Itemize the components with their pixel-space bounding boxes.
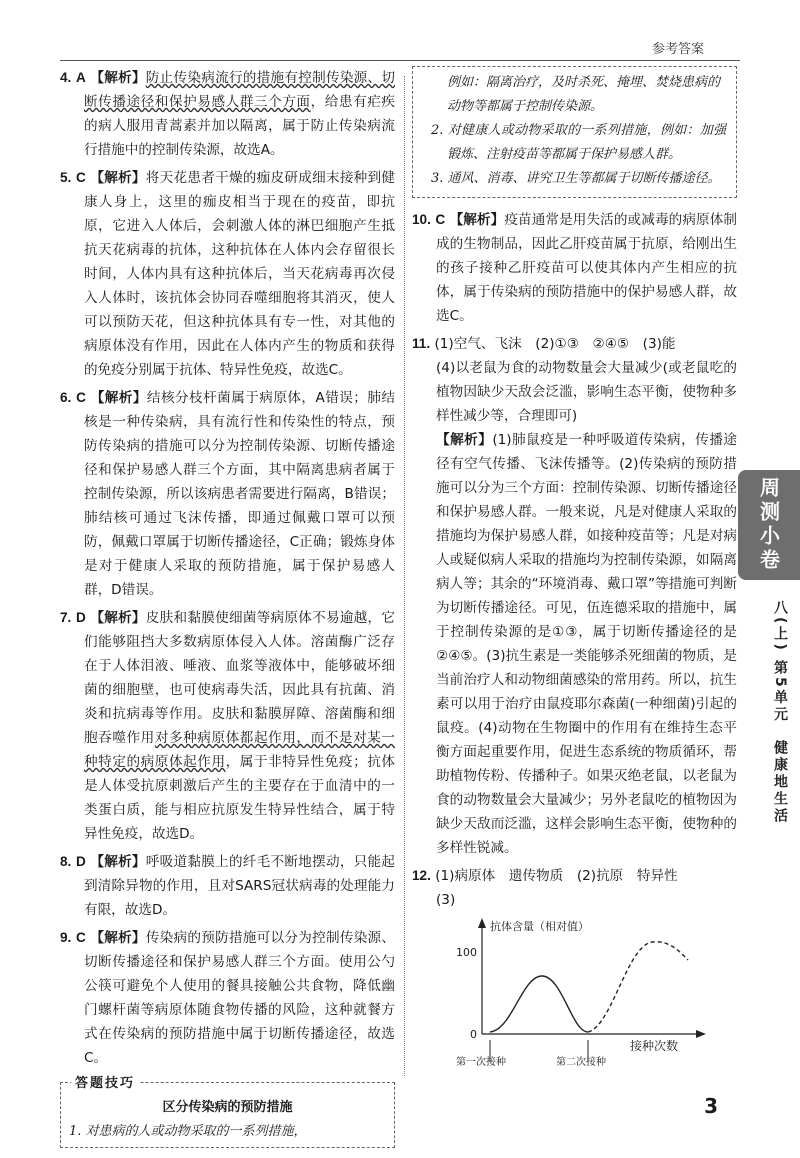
tip-line-2: 2. 对健康人或动物采取的一系列措施，例如：加强锻炼、注射疫苗等都属于保护易感人群。: [431, 123, 726, 162]
tip-line-1: 1. 对患病的人或动物采取的一系列措施，: [69, 1124, 307, 1139]
question-5: 5. C 【解析】将天花患者干燥的痂皮研成细末接种到健康人身上，这里的痂皮相当于现在的疫苗，即抗原，它进入人体后，会刺激人体的淋巴细胞产生抵抗天花病毒的抗体，这种抗体在人体内会存留很长时间，人体内具有这种抗体后，当天花病毒再次侵入人体时，该抗体会协同吞噬细胞将其消灭，使人可以预防天花，但这种抗体具有专一性，对其他的病原体没有作用，因此在人体内产生的物质和获得的免疫分别属于抗体、特异性免疫，故选C。: [60, 170, 395, 378]
left-column: [60, 66, 395, 1148]
side-topic: 健康地生活: [772, 740, 788, 825]
antibody-chart: [412, 916, 712, 1066]
side-unit: 第5单元: [772, 660, 788, 724]
question-10: 10. C 【解析】疫苗通常是用失活的或减毒的病原体制成的生物制品，因此乙肝疫苗属于抗原，给刚出生的孩子接种乙肝疫苗可以使其体内产生相应的抗体，属于传染病的预防措施中的保护易感人群，故选C。: [412, 212, 737, 324]
right-column: [412, 66, 737, 1066]
first-response-curve: [490, 976, 588, 1032]
question-11: 11. (1)空气、飞沫 (2)①③ ②④⑤ (3)能 (4)以老鼠为食的动物数量会大量减少(或老鼠吃的植物因缺少天敌会泛滥，影响生态平衡，使物种多样性减少等，合理即可) 【解析】(1)肺鼠疫是一种呼吸道传染病，传播途径有空气传播、飞沫传播等。(2)传染病的预防措施可以分为三个方面：控制传染源、切断传播途径和保护易感人群。一般来说，凡是对健康人采取的措施均为保护易感人群，如接种疫苗等；凡是对病人或疑似病人采取的措施均为控制传染源，如隔离病人等；其余的“环境消毒、戴口罩”等措施可判断为切断传播途径。可见，伍连德采取的措施中，属于控制传染源的是①③，属于切断传播途径的是②④⑤。(3)抗生素是一类能够杀死细菌的物质，是当前治疗人和动物细菌感染的常用药。所以，抗生素可以用于治疗由鼠疫耶尔森菌(一种细菌)引起的鼠疫。(4)动物在生物圈中的作用有在维持生态平衡方面起重要作用，促进生态系统的物质循环，帮助植物传粉、传播种子。如果灭绝老鼠，以老鼠为食的动物数量会大量减少；另外老鼠吃的植物因为缺少天敌而泛滥，这样会影响生态平衡，使物种的多样性锐减。: [412, 336, 738, 856]
side-tab: 周测小卷: [738, 470, 800, 580]
first-dose-label: 第一次接种: [456, 1057, 506, 1066]
page-number: 3: [704, 1094, 718, 1118]
question-7: 7. D 【解析】皮肤和黏膜使细菌等病原体不易逾越，它们能够阻挡大多数病原体侵入人体。溶菌酶广泛存在于人体泪液、唾液、血浆等液体中，能够破坏细菌的细胞壁，也可使病毒失活，因此具有抗菌、消炎和抗病毒等作用。皮肤和黏膜屏障、溶菌酶和细胞吞噬作用对多种病原体都起作用，而不是对某一种特定的病原体起作用，属于非特异性免疫；抗体是人体受抗原刺激后产生的主要存在于血清中的一类蛋白质，能与相应抗原发生特异性结合，属于特异性免疫，故选D。: [60, 610, 396, 842]
header-label: 参考答案: [651, 42, 704, 57]
x-axis-arrow: [696, 1030, 706, 1038]
side-grade: 八(上): [772, 600, 788, 653]
tip-box-continued: [412, 66, 737, 198]
x-axis-label: 接种次数: [630, 1039, 679, 1053]
tip-title: 区分传染病的预防措施: [162, 1100, 293, 1115]
column-divider: [404, 76, 405, 1076]
tip-line-3: 3. 通风、消毒、讲究卫生等都属于切断传播途径。: [431, 171, 721, 186]
question-12: 12. (1)病原体 遗传物质 (2)抗原 特异性 (3): [412, 868, 678, 908]
second-dose-label: 第二次接种: [556, 1057, 606, 1066]
y-tick-0: 0: [470, 1028, 477, 1041]
header-rule: [60, 60, 740, 61]
question-4: 4. A 【解析】防止传染病流行的措施有控制传染源、切断传播途径和保护易感人群三个方面，给患有疟疾的病人服用青蒿素并加以隔离，属于防止传染病流行措施中的控制传染源，故选A。: [60, 70, 396, 158]
tip-line-1-cont: 例如：隔离治疗，及时杀死、掩埋、焚烧患病的动物等都属于控制传染源。: [447, 75, 721, 114]
question-8: 8. D 【解析】呼吸道黏膜上的纤毛不断地摆动，只能起到清除异物的作用，且对SARS冠状病毒的处理能力有限，故选D。: [60, 854, 395, 918]
question-9: 9. C 【解析】传染病的预防措施可以分为控制传染源、切断传播途径和保护易感人群三个方面。使用公勺公筷可避免个人使用的餐具接触公共食物，降低幽门螺杆菌等病原体随食物传播的风险，这种就餐方式在传染病的预防措施中属于切断传播途径，故选C。: [60, 930, 395, 1066]
tip-box: [60, 1076, 395, 1148]
y-axis-arrow: [478, 918, 486, 928]
second-response-curve: [588, 942, 688, 1032]
y-axis-label: 抗体含量（相对值）: [490, 920, 589, 933]
question-6: 6. C 【解析】结核分枝杆菌属于病原体，A错误；肺结核是一种传染病，具有流行性和传染性的特点，预防传染病的措施可以分为控制传染源、切断传播途径和保护易感人群三个方面，其中隔离患病者属于控制传染源，所以该病患者需要进行隔离，B错误；肺结核可通过飞沫传播，即通过佩戴口罩可以预防，佩戴口罩属于切断传播途径，C正确；锻炼身体是对于健康人采取的预防措施，属于保护易感人群，D错误。: [60, 390, 395, 598]
tip-tab: 答题技巧: [71, 1073, 139, 1095]
y-tick-100: 100: [456, 946, 477, 959]
